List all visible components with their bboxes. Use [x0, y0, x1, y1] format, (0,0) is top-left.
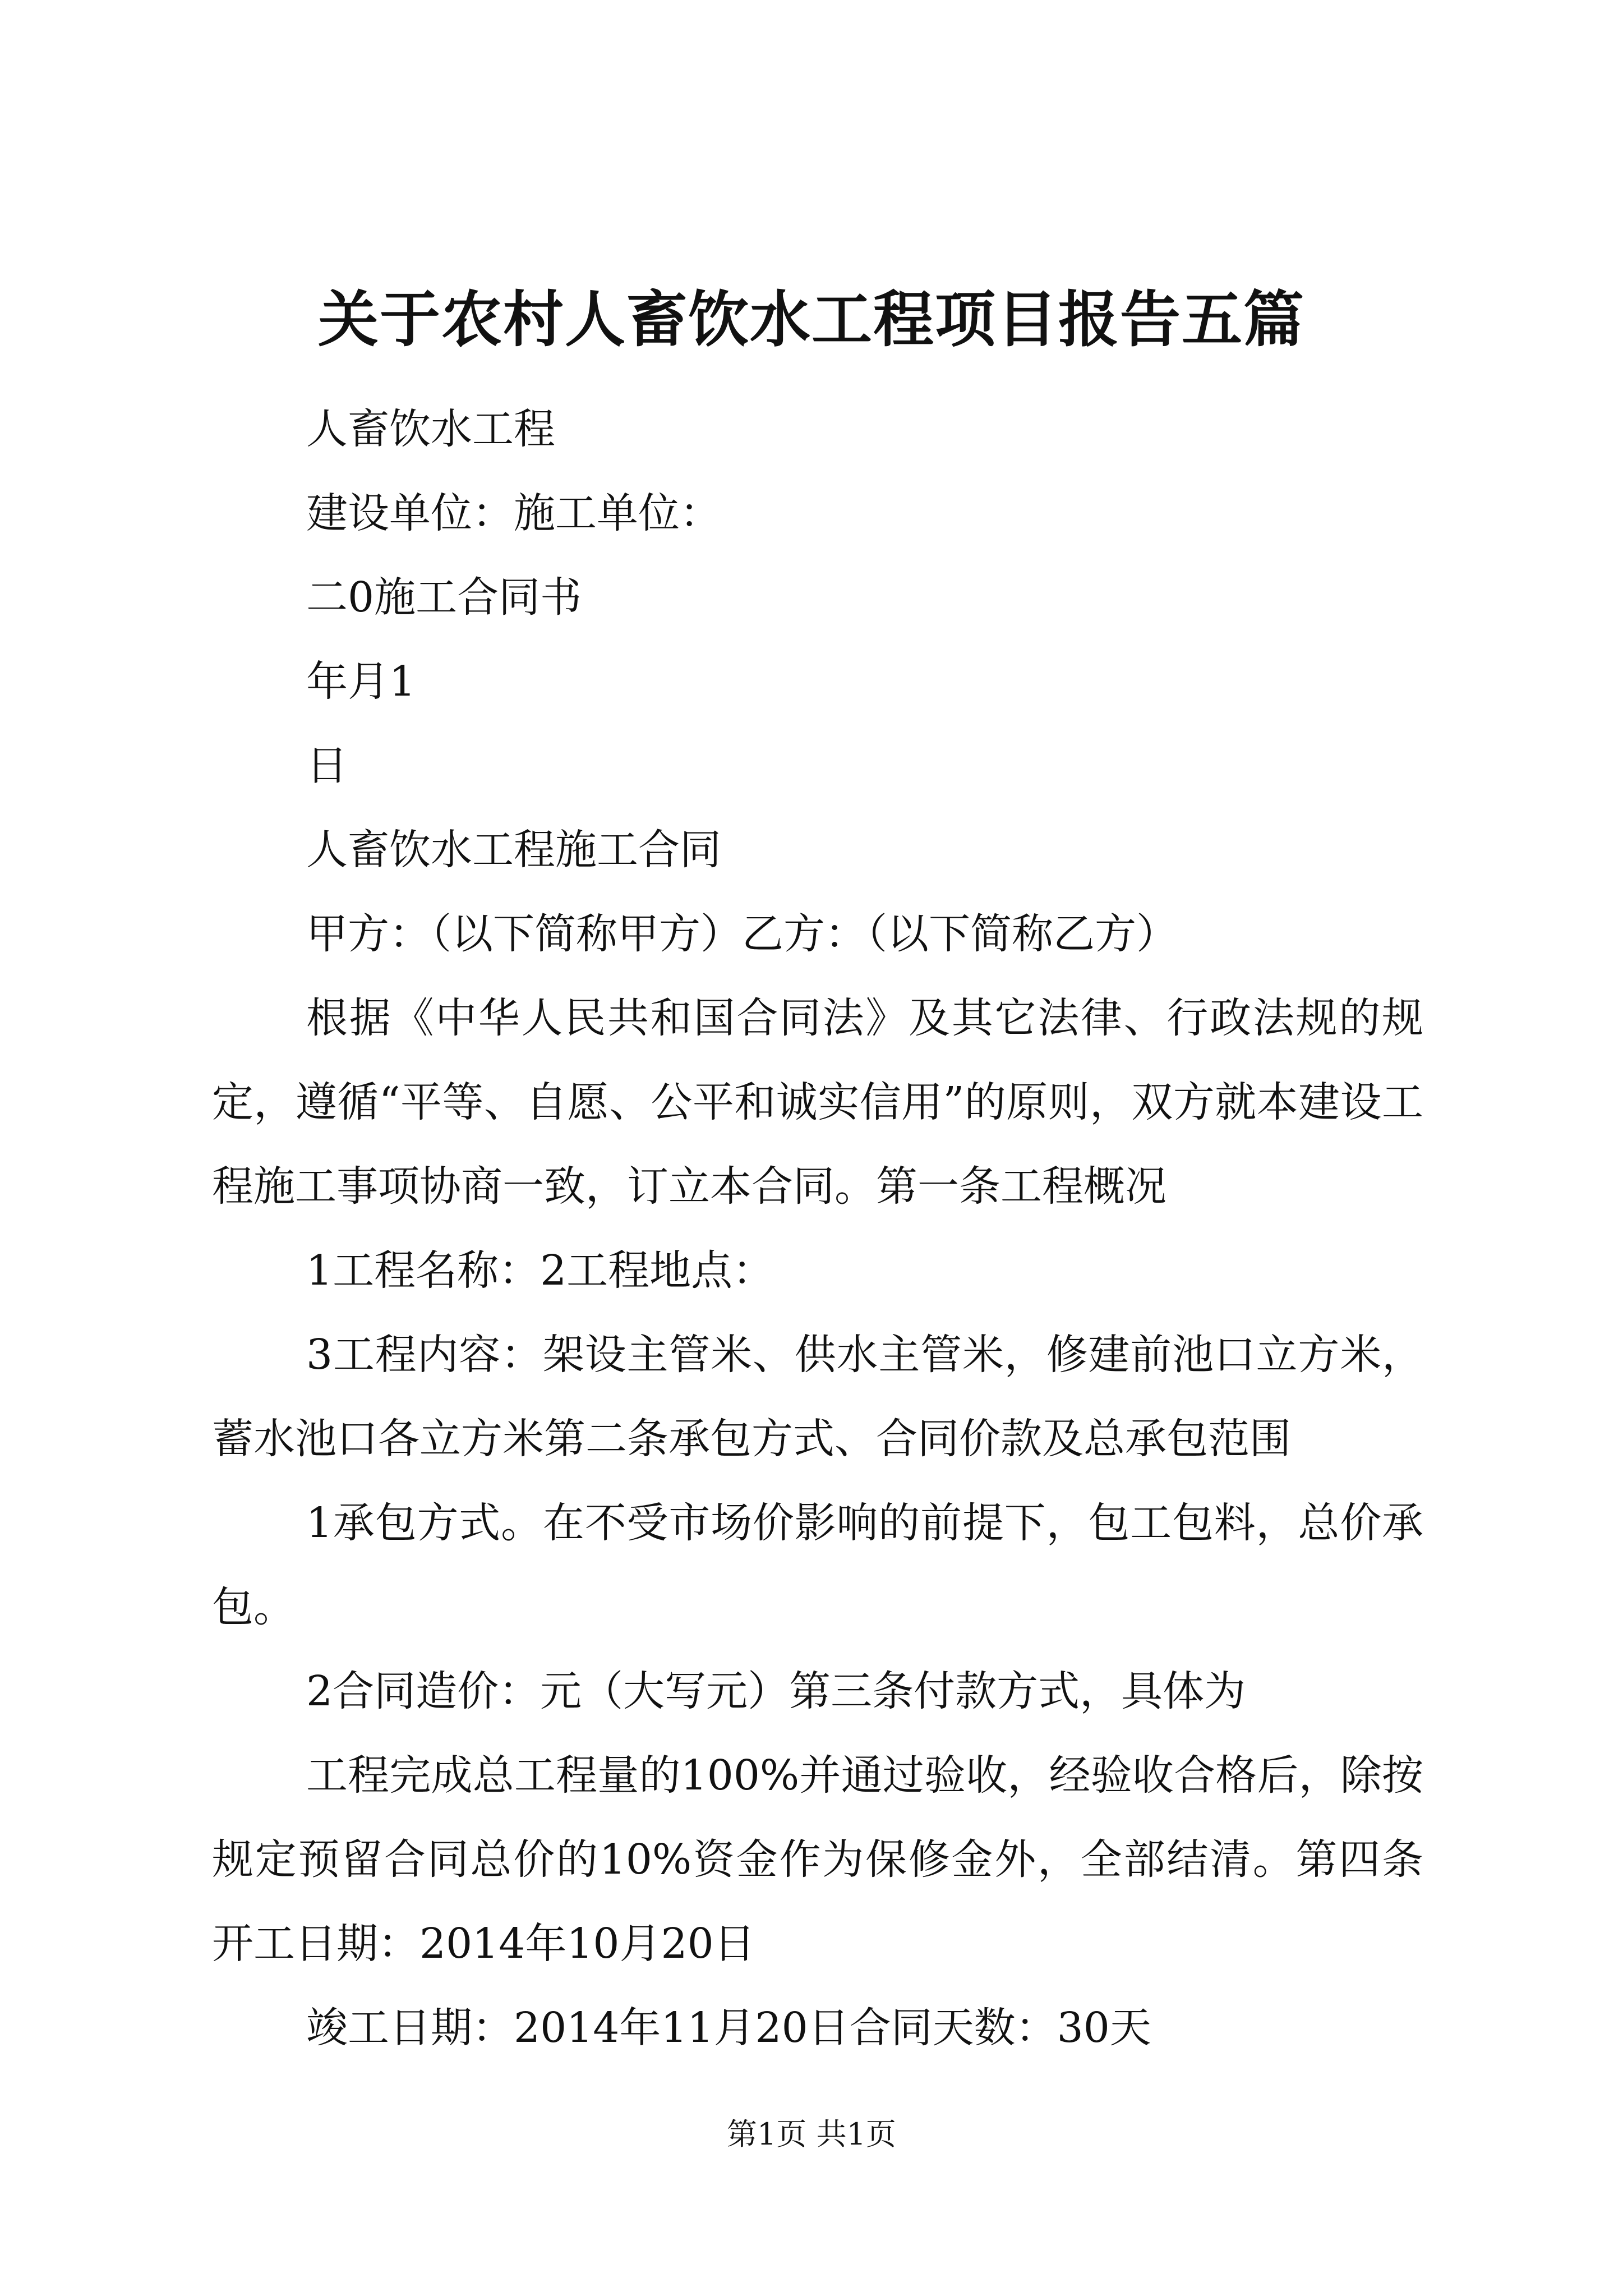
- paragraph: 甲方：（以下简称甲方）乙方：（以下简称乙方）: [306, 910, 1178, 958]
- paragraph: 根据《中华人民共和国合同法》及其它法律、行政法规的规定，遵循“平等、自愿、公平和诚实信用”的原则，双方就本建设工程施工事项协商一致，订立本合同。第一条工程概况: [212, 994, 1423, 1211]
- paragraph: 3工程内容：架设主管米、供水主管米，修建前池口立方米，蓄水池口各立方米第二条承包方式、合同价款及总承包范围: [212, 1331, 1423, 1463]
- paragraph: 1承包方式。在不受市场价影响的前提下，包工包料，总价承包。: [212, 1499, 1423, 1631]
- paragraph: 二0施工合同书: [306, 573, 582, 622]
- paragraph: 人畜饮水工程: [306, 405, 555, 453]
- paragraph: 2合同造价：元（大写元）第三条付款方式，具体为: [306, 1667, 1246, 1715]
- document-title: 关于农村人畜饮水工程项目报告五篇: [317, 284, 1305, 355]
- paragraph: 建设单位：施工单位：: [306, 489, 721, 537]
- paragraph: 日: [306, 742, 348, 790]
- paragraph: 竣工日期：2014年11月20日合同天数：30天: [306, 2004, 1151, 2052]
- document-body: [212, 387, 1423, 2070]
- paragraph: 1工程名称：2工程地点：: [306, 1246, 774, 1295]
- paragraph: 人畜饮水工程施工合同: [306, 826, 721, 874]
- page-footer: 第1页 共1页: [727, 2116, 896, 2152]
- paragraph: 工程完成总工程量的100%并通过验收，经验收合格后，除按规定预留合同总价的10%资金作为保修金外，全部结清。第四条开工日期：2014年10月20日: [212, 1751, 1423, 1968]
- paragraph: 年月1: [306, 657, 416, 706]
